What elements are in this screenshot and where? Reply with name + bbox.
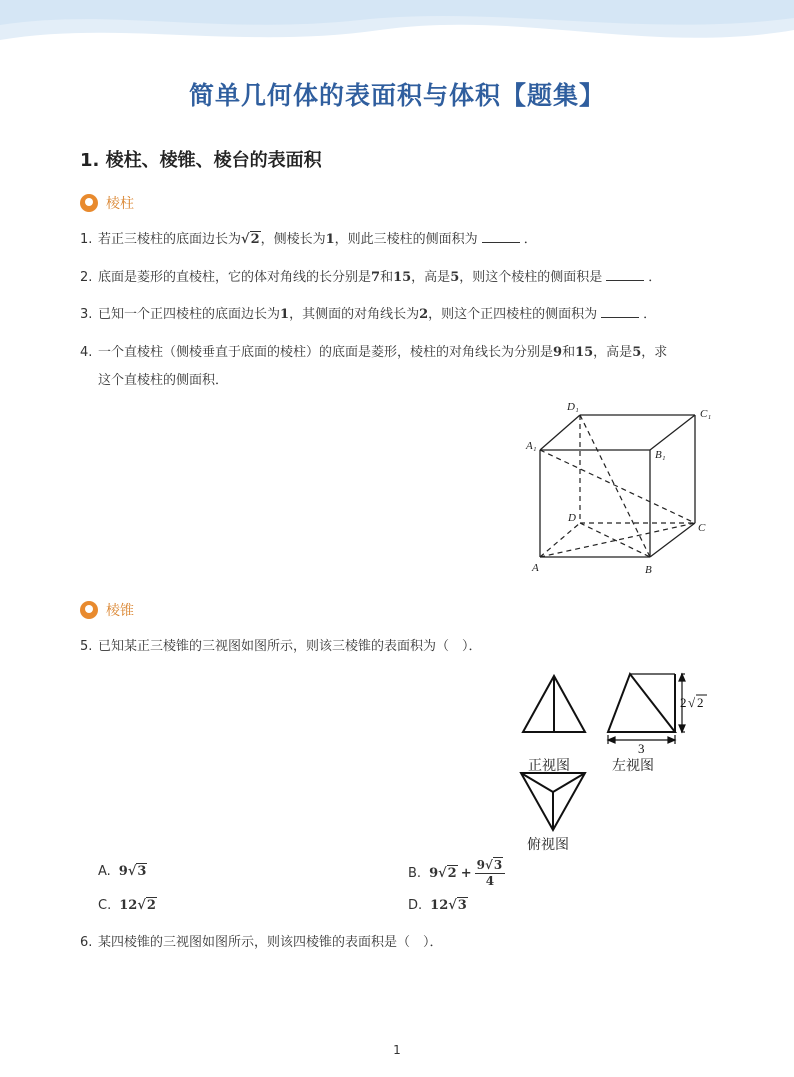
math-value: 15 [575,345,594,360]
prism-figure [520,395,720,580]
question-text: ，高是 [593,345,633,360]
section-heading: 1. 棱柱、棱锥、棱台的表面积 [80,150,322,171]
question-text: ，求 [641,345,668,360]
arrow-up-icon [679,674,685,681]
question-text: ． [643,307,657,322]
edge-c1-b1 [650,415,695,450]
option-label: B. [408,866,422,881]
math-value: 5 [632,345,642,360]
page-title: 简单几何体的表面积与体积【题集】 [188,81,605,110]
option-label: A. [98,864,111,879]
radicand: 2 [250,232,260,247]
question-text: 已知某正三棱锥的三视图如图所示，则该三棱锥的表面积为（ ）． [98,639,482,654]
plus-sign: + [460,866,472,881]
arrow-right-icon [668,737,675,743]
vertex-label-b1: B₁ [655,449,666,461]
question-text: ． [648,270,662,285]
math-value: 1 [280,307,290,322]
height-dimension-coef: 2 [680,695,687,710]
vertex-label-c: C [698,522,706,534]
question-text: ，其侧面的对角线长为 [289,307,420,322]
arrow-down-icon [679,725,685,732]
radicand: 2 [146,898,156,913]
question-text: 已知一个正四棱柱的底面边长为 [98,307,281,322]
math-value: 9 [553,345,563,360]
question-text: ，高是 [411,270,451,285]
numerator-coef: 9 [476,858,485,872]
question-text: ，侧棱长为 [260,232,326,247]
question-text: 若正三棱柱的底面边长为 [98,232,242,247]
lightbulb-icon [80,601,98,619]
lightbulb-icon [80,194,98,212]
vertex-label-b: B [645,564,652,576]
arrow-left-icon [608,737,615,743]
vertex-label-d: D [568,512,576,524]
page-number: 1 [393,1043,401,1057]
answer-blank[interactable] [482,228,520,243]
question-text: ，则这个正四棱柱的侧面积为 [428,307,598,322]
question-text: ． [523,232,537,247]
math-value: 2 [419,307,429,322]
subsection-label: 棱锥 [106,603,134,619]
question-text-continued: 这个直棱柱的侧面积． [98,373,229,388]
subsection-prism [80,193,134,213]
sqrt-expression: √2 [241,232,260,247]
radicand: 2 [447,866,457,881]
left-view-label: 左视图 [612,758,654,774]
question-number: 3. [80,307,93,322]
question-3 [80,301,720,329]
math-value: 9 [118,864,128,879]
height-dimension-radicand: 2 [697,695,704,710]
question-text: 和 [562,345,576,360]
question-text: 某四棱锥的三视图如图所示，则该四棱锥的表面积是（ ）． [98,935,443,950]
question-6 [80,929,720,957]
question-5 [80,633,720,661]
edge-a1-d1 [540,415,580,450]
option-d[interactable]: D. 12√3 [408,898,467,913]
question-1 [80,226,720,254]
vertex-label-a: A [532,562,539,574]
option-a[interactable]: A. 9√3 [98,864,147,879]
question-text: 一个直棱柱（侧棱垂直于底面的棱柱）的底面是菱形，棱柱的对角线长为分别是 [98,345,554,360]
math-value: 12 [430,898,449,913]
question-text: ，则此三棱柱的侧面积为 [334,232,478,247]
question-4 [80,339,720,395]
math-value: 1 [325,232,335,247]
option-c[interactable]: C. 12√2 [98,898,156,913]
subsection-label: 棱柱 [106,196,134,212]
question-text: 和 [380,270,394,285]
radicand: 3 [137,864,147,879]
question-2 [80,264,720,292]
question-text: ，则这个棱柱的侧面积是 [459,270,603,285]
math-value: 5 [450,270,460,285]
radicand: 3 [457,898,467,913]
option-label: D. [408,898,423,913]
question-number: 2. [80,270,93,285]
question-number: 6. [80,935,93,950]
fraction: $\frac{9√3}{4}$ [475,858,506,889]
vertex-label-a1: A₁ [526,440,537,452]
left-view-triangle [608,674,675,732]
front-view-label: 正视图 [528,758,570,774]
vertex-label-d1: D₁ [567,401,579,413]
option-b[interactable]: B. 9√2 + $\frac{9√3}{4}$ [408,858,505,889]
hidden-edge-a-d [540,523,580,557]
math-value: 12 [119,898,138,913]
answer-blank[interactable] [601,303,639,318]
math-value: 9 [429,866,439,881]
denominator: 4 [485,874,495,888]
diagonal-d-b [580,523,650,557]
diagonal-a1-c [540,450,695,523]
question-number: 4. [80,345,93,360]
option-label: C. [98,898,112,913]
radicand: 3 [493,858,503,872]
height-dimension-sqrt: √ [688,695,696,710]
question-number: 5. [80,639,93,654]
answer-blank[interactable] [606,266,644,281]
question-text: 底面是菱形的直棱柱，它的体对角线的长分别是 [98,270,372,285]
width-dimension-label: 3 [638,741,645,756]
math-value: 15 [393,270,412,285]
subsection-pyramid [80,600,134,620]
header-wave-decoration [0,0,794,70]
math-value: 7 [371,270,381,285]
top-view-label: 俯视图 [527,837,569,853]
question-number: 1. [80,232,93,247]
vertex-label-c1: C₁ [700,408,712,420]
